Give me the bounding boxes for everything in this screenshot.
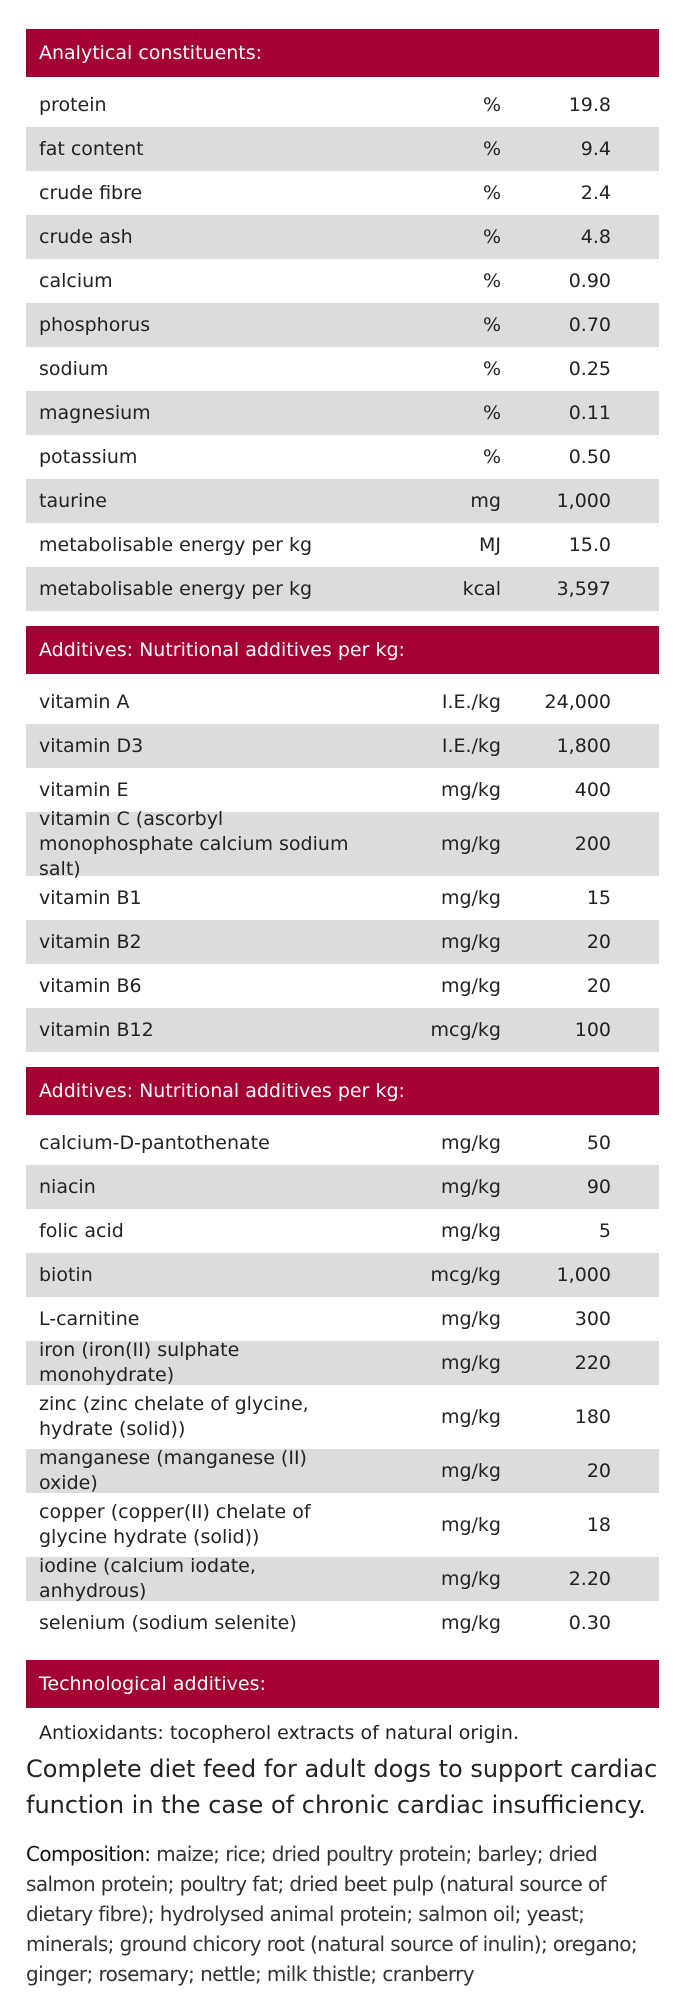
row-unit: % (482, 270, 501, 292)
row-unit: mg/kg (440, 1406, 501, 1428)
row-name: L-carnitine (39, 1307, 140, 1330)
row-unit: % (482, 94, 501, 116)
row-unit: mg/kg (440, 833, 501, 855)
row-value: 24,000 (544, 691, 611, 713)
row-unit: mg/kg (440, 1132, 501, 1154)
row-unit: mg/kg (440, 779, 501, 801)
row-name: sodium (39, 357, 109, 380)
row-unit: % (482, 402, 501, 424)
row-value: 19.8 (568, 94, 611, 116)
row-value: 300 (574, 1308, 611, 1330)
row-name: selenium (sodium selenite) (39, 1611, 297, 1634)
table-row (26, 1341, 659, 1385)
row-value: 100 (574, 1019, 611, 1041)
row-unit: mg/kg (440, 1514, 501, 1536)
row-unit: I.E./kg (441, 735, 501, 757)
nutrition-tables (26, 29, 659, 1759)
table-row (26, 807, 659, 880)
technological-section (26, 1660, 659, 1744)
row-unit: kcal (462, 578, 501, 600)
table-row (26, 303, 659, 347)
row-name: niacin (39, 1175, 96, 1198)
nutrition-section (26, 1067, 659, 1645)
row-name: iron (iron(II) sulphate monohydrate) (39, 1339, 240, 1386)
row-name: crude ash (39, 225, 133, 248)
row-name: vitamin B1 (39, 886, 142, 909)
row-unit: mcg/kg (430, 1264, 501, 1286)
row-unit: % (482, 446, 501, 468)
table-row (26, 215, 659, 259)
row-unit: % (482, 226, 501, 248)
row-unit: mg/kg (440, 1220, 501, 1242)
row-unit: mg/kg (440, 975, 501, 997)
table-row (26, 567, 659, 611)
row-value: 20 (586, 975, 611, 997)
row-name: fat content (39, 137, 144, 160)
row-unit: mg/kg (440, 1176, 501, 1198)
section-header: Additives: Nutritional additives per kg: (26, 1067, 659, 1115)
row-value: 18 (586, 1514, 611, 1536)
section-header: Technological additives: (26, 1660, 659, 1708)
row-name: metabolisable energy per kg (39, 577, 313, 600)
nutrition-section (26, 626, 659, 1052)
row-name: protein (39, 93, 107, 116)
row-name: vitamin D3 (39, 734, 144, 757)
row-value: 20 (586, 931, 611, 953)
row-name: phosphorus (39, 313, 151, 336)
table-row (26, 680, 659, 724)
technological-text: Antioxidants: tocopherol extracts of natural origin. (39, 1722, 519, 1744)
table-row (26, 523, 659, 567)
row-name: vitamin B2 (39, 930, 142, 953)
row-name: crude fibre (39, 181, 143, 204)
row-name: zinc (zinc chelate of glycine, hydrate (solid)) (39, 1393, 309, 1440)
table-row (26, 876, 659, 920)
row-value: 0.11 (568, 402, 611, 424)
table-row (26, 479, 659, 523)
row-value: 0.30 (568, 1612, 611, 1634)
row-value: 15 (586, 887, 611, 909)
table-row (26, 1008, 659, 1052)
row-name: vitamin E (39, 778, 129, 801)
row-name: vitamin A (39, 690, 130, 713)
row-value: 0.50 (568, 446, 611, 468)
table-row (26, 1165, 659, 1209)
row-value: 2.4 (580, 182, 611, 204)
product-claim: Complete diet feed for adult dogs to support cardiac function in the case of chronic cardiac insufficiency. (26, 1755, 658, 1819)
row-unit: mg/kg (440, 1352, 501, 1374)
row-value: 4.8 (580, 226, 611, 248)
row-value: 9.4 (580, 138, 611, 160)
row-value: 220 (574, 1352, 611, 1374)
row-unit: mg/kg (440, 931, 501, 953)
row-name: vitamin C (ascorbyl monophosphate calcium sodium salt) (39, 807, 349, 880)
row-value: 0.90 (568, 270, 611, 292)
table-row (26, 1253, 659, 1297)
row-value: 90 (586, 1176, 611, 1198)
row-name: manganese (manganese (II) oxide) (39, 1447, 307, 1494)
row-value: 1,000 (556, 490, 611, 512)
row-name: metabolisable energy per kg (39, 533, 313, 556)
row-name: vitamin B12 (39, 1018, 154, 1041)
row-value: 20 (586, 1460, 611, 1482)
row-value: 2.20 (568, 1568, 611, 1590)
row-unit: mg/kg (440, 887, 501, 909)
row-name: potassium (39, 445, 138, 468)
row-unit: MJ (479, 534, 501, 556)
row-name: calcium (39, 269, 113, 292)
table-row (26, 1385, 659, 1449)
row-name: biotin (39, 1263, 93, 1286)
table-row (26, 724, 659, 768)
row-value: 0.70 (568, 314, 611, 336)
row-unit: % (482, 358, 501, 380)
row-value: 0.25 (568, 358, 611, 380)
table-row (26, 1209, 659, 1253)
table-row (26, 1601, 659, 1645)
composition-text: maize; rice; dried poultry protein; barley; dried salmon protein; poultry fat; dried beet pulp (natural source of dietary fibre); hydrolysed animal protein; salmon oil; yeast; minerals; ground chicory root (natural source of inulin); oregano; ginger; rosemary; nettle; milk thistle; cranberry (26, 1842, 637, 1986)
row-unit: % (482, 314, 501, 336)
row-value: 180 (574, 1406, 611, 1428)
row-unit: % (482, 182, 501, 204)
row-name: folic acid (39, 1219, 124, 1242)
row-unit: mg/kg (440, 1308, 501, 1330)
row-unit: mg/kg (440, 1612, 501, 1634)
table-row (26, 259, 659, 303)
row-name: taurine (39, 489, 107, 512)
table-row (26, 391, 659, 435)
row-value: 1,000 (556, 1264, 611, 1286)
row-unit: mg/kg (440, 1568, 501, 1590)
row-name: copper (copper(II) chelate of glycine hydrate (solid)) (39, 1501, 311, 1548)
table-row (26, 83, 659, 127)
nutrition-section (26, 29, 659, 611)
section-header: Analytical constituents: (26, 29, 659, 77)
section-header: Additives: Nutritional additives per kg: (26, 626, 659, 674)
row-value: 3,597 (556, 578, 611, 600)
row-name: iodine (calcium iodate, anhydrous) (39, 1555, 256, 1602)
table-row (26, 127, 659, 171)
row-unit: mg (470, 490, 501, 512)
row-unit: mcg/kg (430, 1019, 501, 1041)
table-row (26, 435, 659, 479)
composition (26, 1839, 656, 1989)
row-unit: % (482, 138, 501, 160)
table-row (26, 920, 659, 964)
row-value: 200 (574, 833, 611, 855)
table-row (26, 1557, 659, 1601)
table-row (26, 171, 659, 215)
row-value: 400 (574, 779, 611, 801)
row-value: 5 (598, 1220, 611, 1242)
table-row (26, 1449, 659, 1493)
row-value: 15.0 (568, 534, 611, 556)
table-row (26, 347, 659, 391)
table-row (26, 964, 659, 1008)
table-row (26, 1121, 659, 1165)
row-name: magnesium (39, 401, 151, 424)
row-unit: mg/kg (440, 1460, 501, 1482)
row-unit: I.E./kg (441, 691, 501, 713)
composition-label: Composition: (26, 1842, 151, 1866)
row-value: 1,800 (556, 735, 611, 757)
row-value: 50 (586, 1132, 611, 1154)
row-name: calcium-D-pantothenate (39, 1131, 270, 1154)
row-name: vitamin B6 (39, 974, 142, 997)
table-row (26, 1493, 659, 1557)
